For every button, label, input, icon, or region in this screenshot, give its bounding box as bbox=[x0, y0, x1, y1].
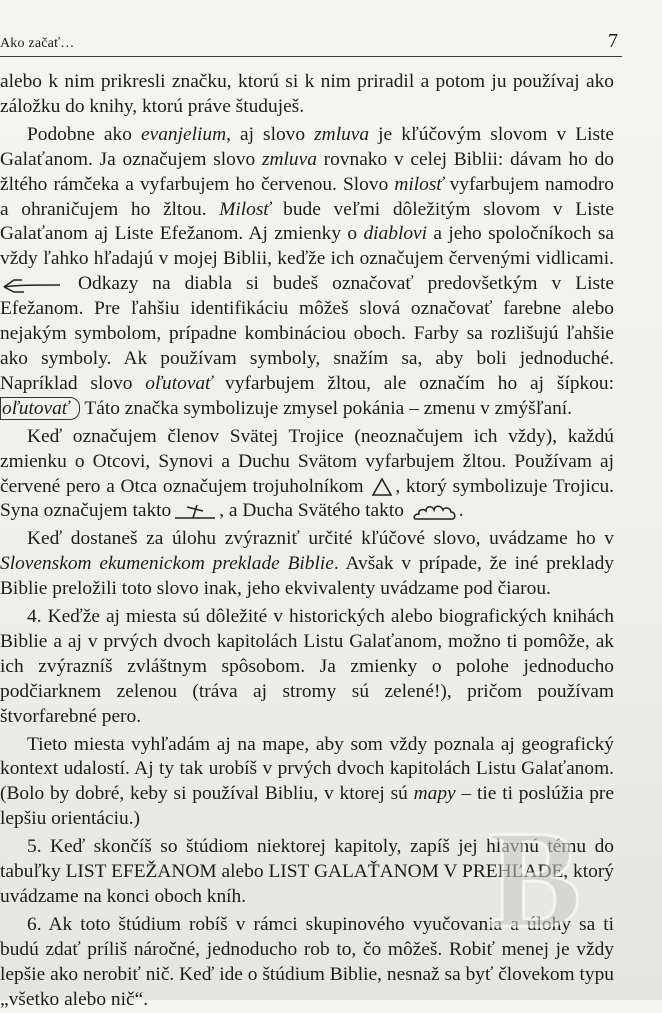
paragraph: Keď dostaneš za úlohu zvýrazniť určité kľúčové slovo, uvádzame ho v Slovenskom ekumenickom preklade Biblie. Avšak v prípade, že iné preklady Biblie preložili toto slovo inak, jeho ekvivalenty uvádzame pod čiarou. bbox=[0, 528, 614, 600]
triangle-icon bbox=[371, 477, 393, 497]
paragraph: Podobne ako evanjelium, aj slovo zmluva je kľúčovým slovom v Liste Galaťanom. Ja označujem slovo zmluva rovnako v celej Biblii: dávam ho do žltého rámčeka a vyfarbujem ho červenou. Slovo milosť vyfarbujem namodro a ohraničujem ho žltou. Milosť bude veľmi dôležitým slovom v Liste Galaťanom aj Liste Efežanom. Aj zmienky o diablovi a jeho spoločníkoch sa vždy ľahko hľadajú v mojej Biblii, keďže ich označujem červenými vidlicami. Odkazy na diabla si budeš označovať predovšetkým v Liste Efežanom. Pre ľahšiu identifikáciu môžeš slová označovať farebne alebo nejakým symbolom, prípadne kombináciou oboch. Farby sa rozlišujú ľahšie ako symboly. Ak používam symboly, snažím sa, aby boli jednoduché. Napríklad slovo oľutovať vyfarbujem žltou, ale označím ho aj šípkou: oľutovať Táto značka symbolizuje zmysel pokánia – zmenu v zmýšľaní. bbox=[0, 123, 615, 419]
paragraph: Keď označujem členov Svätej Trojice (neoznačujem ich vždy), každú zmienku o Otcovi, Synovi a Duchu Svätom vyfarbujem žltou. Používam aj červené pero a Otca označujem trojuholníkom , ktorý symbolizuje Trojicu. Syna označujem takto , a Ducha Svätého takto . bbox=[0, 425, 615, 522]
cross-line-icon bbox=[173, 503, 217, 521]
arrow-marked-word: oľutovať bbox=[0, 397, 80, 420]
paragraph: 4. Keďže aj miesta sú dôležité v historických alebo biografických knihách Biblie a aj v prvých dvoch kapitolách Listu Galaťanom, možno ti pomôže, ak ich zvýrazníš zvláštnym spôsobom. Ja zmienky o polohe jednoducho podčiarknem zelenou (tráva aj stromy sú zelené!), pričom používam štvorfarebné pero. bbox=[0, 606, 614, 727]
paragraph: 5. Keď skončíš so štúdiom niektorej kapitoly, zapíš jej hlavnú tému do tabuľky LIST EFEŽANOM alebo LIST GALAŤANOM V PREHĽADE, ktorý uvádzame na konci oboch kníh. bbox=[0, 836, 614, 907]
page-header bbox=[0, 26, 662, 56]
cloud-icon bbox=[411, 502, 457, 522]
paragraph: Tieto miesta vyhľadám aj na mape, aby som vždy poznala aj geografický kontext udalostí. Aj ty tak urobíš v prvých dvoch kapitolách Listu Galaťanom. (Bolo by dobré, keby si používal Bibliu, v ktorej sú mapy – tie ti poslúžia pre lepšiu orientáciu.) bbox=[0, 733, 614, 830]
paragraph: 6. Ak toto štúdium robíš v rámci skupinového vyučovania a úlohy sa ti budú zdať príliš náročné, jednoducho rob to, čo môžeš. Robiť menej je vždy lepšie ako nerobiť nič. Keď ide o štúdium Biblie, nesnaž sa byť človekom typu „všetko alebo nič“. bbox=[0, 913, 614, 1010]
header-rule bbox=[0, 56, 622, 57]
pitchfork-icon bbox=[2, 276, 62, 294]
paragraph: alebo k nim prikresli značku, ktorú si k nim priradil a potom ju používaj ako záložku do knihy, ktorú práve študuješ. bbox=[0, 71, 614, 117]
publisher-watermark-logo bbox=[480, 808, 590, 938]
svg-text:B: B bbox=[488, 808, 582, 938]
running-header-title: Ako začať… bbox=[0, 36, 75, 51]
page-number: 7 bbox=[608, 30, 618, 52]
